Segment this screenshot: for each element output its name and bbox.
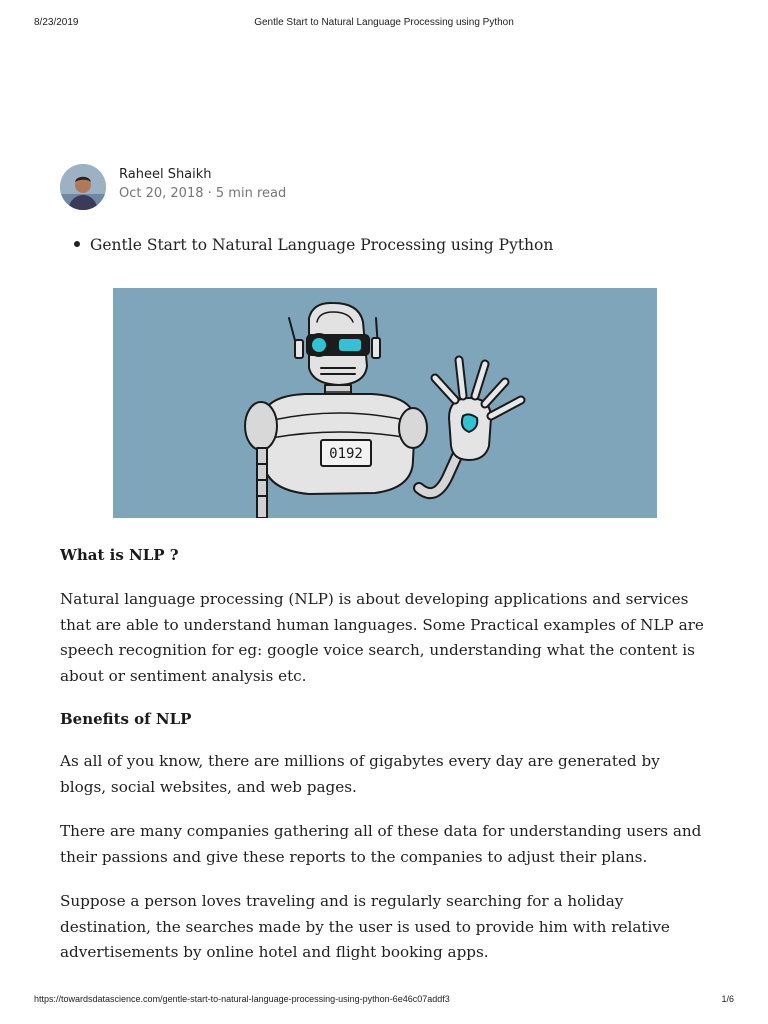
print-footer (34, 994, 734, 1008)
avatar[interactable] (60, 164, 106, 210)
title-bullet (60, 236, 553, 254)
author-name[interactable]: Raheel Shaikh (119, 167, 212, 182)
print-date: 8/23/2019 (34, 17, 79, 28)
heading-what-is-nlp: What is NLP ? (60, 546, 179, 564)
bullet-icon (74, 241, 80, 247)
print-title: Gentle Start to Natural Language Processing using Python (254, 17, 514, 28)
paragraph-benefits-2: There are many companies gathering all of these data for understanding users and their passions and give these reports to the companies to adjust their plans. (60, 822, 702, 866)
avatar-photo-icon (60, 164, 106, 210)
hero-image (113, 288, 657, 518)
page-number: 1/6 (721, 994, 734, 1004)
paragraph-what-is-nlp: Natural language processing (NLP) is about developing applications and services that are able to understand human languages. Some Practical examples of NLP are speech recognition for eg: google voice search, understanding what the content is about or sentiment analysis etc. (60, 590, 704, 685)
post-meta: Oct 20, 2018 · 5 min read (119, 186, 287, 201)
heading-benefits: Benefits of NLP (60, 710, 192, 728)
print-header (34, 17, 734, 31)
paragraph-benefits-1: As all of you know, there are millions of gigabytes every day are generated by blogs, social websites, and web pages. (60, 752, 660, 796)
robot-counter-display: 0192 (329, 446, 363, 462)
title-bullet-text: Gentle Start to Natural Language Processing using Python (90, 236, 554, 254)
robot-illustration-icon (113, 288, 657, 518)
paragraph-benefits-3: Suppose a person loves traveling and is regularly searching for a holiday destination, the searches made by the user is used to provide him with relative advertisements by online hotel and flight booking apps. (60, 892, 670, 961)
print-url: https://towardsdatascience.com/gentle-start-to-natural-language-processing-using-python-6e46c07addf3 (34, 994, 450, 1004)
